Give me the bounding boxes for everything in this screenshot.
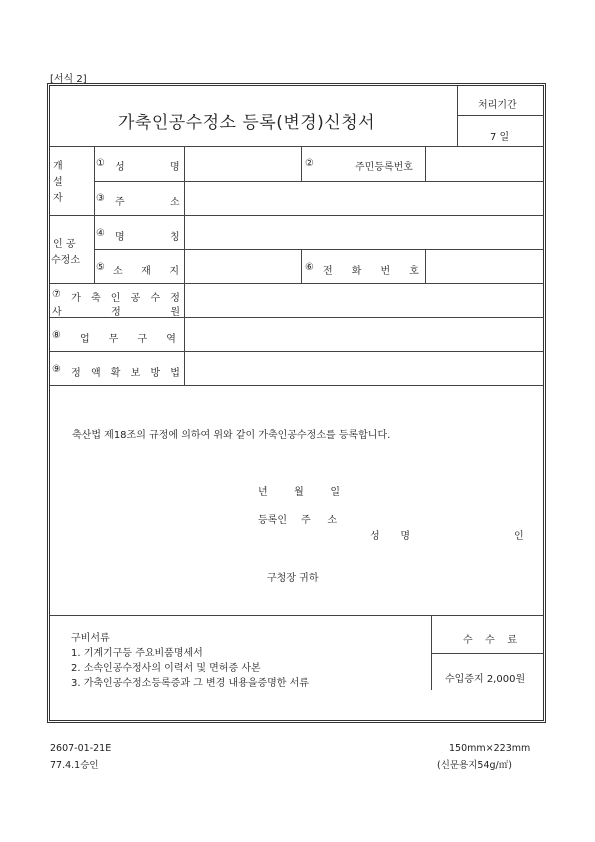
station-name-input[interactable] xyxy=(185,217,542,248)
recipient-text: 구청장 귀하 xyxy=(267,573,319,584)
name-char: 성 xyxy=(370,531,380,542)
field-7-char: 인 xyxy=(110,293,121,304)
inseminator-input[interactable] xyxy=(185,285,542,316)
field-9-char: 정 xyxy=(71,368,81,379)
field-8-char: ⑧ xyxy=(52,330,61,341)
footer-size: 150mm×223mm xyxy=(449,743,531,754)
date-line xyxy=(258,483,340,498)
location-input[interactable] xyxy=(185,251,299,282)
section-station-line1: 인 공 xyxy=(53,239,76,250)
field-1-number: ① xyxy=(96,158,105,169)
attachment-item: 3. 가축인공수정소등록증과 그 변경 내용을증명한 서류 xyxy=(71,678,309,689)
line-h-r4 xyxy=(50,283,543,284)
line-v-r4b xyxy=(425,249,426,283)
field-9-char: 방 xyxy=(150,368,161,379)
month-label: 월 xyxy=(294,487,304,498)
field-9-char: 보 xyxy=(130,368,141,379)
field-8-char: 무 xyxy=(108,334,119,345)
name-char: 명 xyxy=(400,531,410,542)
field-6-char: 호 xyxy=(409,266,419,277)
field-6-char: 번 xyxy=(380,266,391,277)
seal-mark: 인 xyxy=(514,531,524,542)
field-3-label-b: 소 xyxy=(170,197,180,208)
field-9-char: 액 xyxy=(90,368,101,379)
field-7-char: ⑦ xyxy=(52,289,61,300)
field-5-char: 소 xyxy=(113,266,123,277)
processing-period-value: 7 일 xyxy=(490,132,510,143)
field-5-number: ⑤ xyxy=(96,262,105,273)
attachment-item: 2. 소속인공수정사의 이력서 및 면허증 사본 xyxy=(71,663,261,674)
field-1-label-a: 성 xyxy=(115,162,125,173)
field-4-label-a: 명 xyxy=(115,232,125,243)
line-h-r3 xyxy=(94,249,543,250)
field-8-char: 업 xyxy=(80,334,90,345)
section-applicant: 개 설 자 xyxy=(53,161,63,204)
line-h-fee xyxy=(431,653,543,654)
form-title: 가축인공수정소 등록(변경)신청서 xyxy=(118,113,376,133)
field-7-char: 정 xyxy=(170,293,180,304)
line-h-r7 xyxy=(50,385,543,386)
field-4-label-b: 칭 xyxy=(170,232,180,243)
fee-label xyxy=(463,631,517,646)
field-7-char: 수 xyxy=(150,293,161,304)
field-5-char: 지 xyxy=(169,266,179,277)
field-8-char: 역 xyxy=(166,334,176,345)
attachments-heading: 구비서류 xyxy=(71,633,110,644)
processing-period-label: 처리기간 xyxy=(478,100,517,111)
attachment-item: 1. 기계기구등 주요비품명세서 xyxy=(71,648,203,659)
line-h-period xyxy=(457,115,543,116)
line-h-header xyxy=(50,146,543,147)
fee-char: 수 xyxy=(485,635,495,646)
line-h-r1 xyxy=(94,181,543,182)
field-4-number: ④ xyxy=(96,228,105,239)
field-6-char: 화 xyxy=(351,266,362,277)
registrant-address-label xyxy=(301,511,337,526)
line-h-r6 xyxy=(50,351,543,352)
year-label: 년 xyxy=(258,487,268,498)
address-input[interactable] xyxy=(185,183,542,214)
line-v-period xyxy=(457,86,458,146)
line-h-r2 xyxy=(50,215,543,216)
line-h-body xyxy=(50,615,543,616)
fee-char: 수 xyxy=(463,635,473,646)
field-6-label xyxy=(323,262,419,277)
field-8-label xyxy=(52,330,176,345)
phone-input[interactable] xyxy=(428,251,542,282)
day-label: 일 xyxy=(330,487,340,498)
line-v-r1a xyxy=(301,146,302,181)
field-6-number: ⑥ xyxy=(305,262,314,273)
registrant-name-label xyxy=(370,527,410,542)
field-2-label: 주민등록번호 xyxy=(355,162,413,173)
fee-value: 수입증지 2,000원 xyxy=(445,674,526,685)
statement-text: 축산법 제18조의 규정에 의하여 위와 같이 가축인공수정소를 등록합니다. xyxy=(72,430,391,441)
section-station-line2: 수정소 xyxy=(51,255,80,266)
field-9-label xyxy=(52,364,180,379)
field-3-number: ③ xyxy=(96,193,105,204)
footer-form-code: 2607-01-21E xyxy=(50,743,112,754)
field-7-char: 가 xyxy=(71,293,81,304)
field-3-label-a: 주 xyxy=(115,197,125,208)
field-6-char: 전 xyxy=(323,266,333,277)
field-7-char: 정 xyxy=(111,307,121,318)
line-v-r1b xyxy=(425,146,426,181)
registrant-label: 등록인 xyxy=(258,515,287,526)
field-7-char: 공 xyxy=(130,293,141,304)
fixed-amount-input[interactable] xyxy=(185,353,542,384)
field-7-char: 축 xyxy=(90,293,101,304)
field-7-char: 원 xyxy=(170,307,180,318)
field-1-label-b: 명 xyxy=(170,162,180,173)
field-9-char: 법 xyxy=(170,368,180,379)
field-7-label-line1 xyxy=(52,289,180,304)
field-9-char: 확 xyxy=(110,368,121,379)
field-5-char: 재 xyxy=(141,266,151,277)
line-v-section xyxy=(94,146,95,283)
field-7-label-line2 xyxy=(52,303,180,318)
form-number: [서식 2] xyxy=(50,74,87,85)
line-v-fee xyxy=(431,615,432,690)
fee-char: 료 xyxy=(507,635,517,646)
field-9-char: ⑨ xyxy=(52,364,61,375)
footer-paper: (신문용지54g/㎡) xyxy=(437,760,512,771)
resident-number-input[interactable] xyxy=(428,149,542,180)
field-2-number: ② xyxy=(305,158,314,169)
line-v-r4a xyxy=(301,249,302,283)
field-7-char: 사 xyxy=(52,307,62,318)
service-area-input[interactable] xyxy=(185,319,542,350)
address-char: 주 xyxy=(301,515,311,526)
name-input[interactable] xyxy=(185,149,299,180)
field-5-label xyxy=(113,262,179,277)
field-8-char: 구 xyxy=(137,334,148,345)
footer-approval: 77.4.1승인 xyxy=(50,760,99,771)
address-char: 소 xyxy=(327,515,337,526)
